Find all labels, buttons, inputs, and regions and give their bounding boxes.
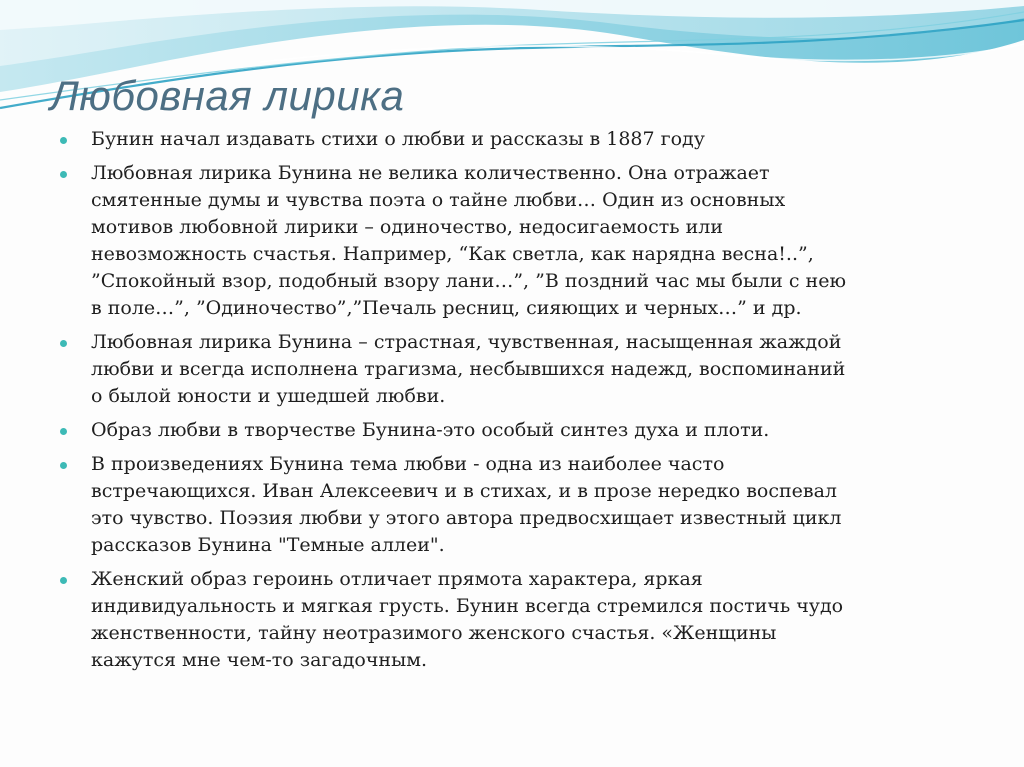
bullet-text: Женский образ героинь отличает прямота характера, яркая индивидуальность и мягкая грусть. Бунин всегда стремился постичь чудо женственности, тайну неотразимого женского счастья. «Женщины кажутся мне чем-то загадочным. xyxy=(91,568,844,671)
bullet-item xyxy=(60,329,860,410)
bullet-text: Бунин начал издавать стихи о любви и рассказы в 1887 году xyxy=(91,128,705,150)
bullet-dot-icon xyxy=(60,137,67,144)
bullet-dot-icon xyxy=(60,171,67,178)
bullet-item xyxy=(60,160,860,322)
bullet-text: Образ любви в творчестве Бунина-это особый синтез духа и плоти. xyxy=(91,419,770,441)
bullet-list xyxy=(60,126,860,681)
bullet-item xyxy=(60,566,860,674)
slide-title: Любовная лирика xyxy=(50,72,405,119)
bullet-dot-icon xyxy=(60,340,67,347)
bullet-item xyxy=(60,451,860,559)
bullet-text: Любовная лирика Бунина – страстная, чувственная, насыщенная жаждой любви и всегда исполнена трагизма, несбывшихся надежд, воспоминаний о былой юности и ушедшей любви. xyxy=(91,331,846,407)
bullet-text: Любовная лирика Бунина не велика количественно. Она отражает смятенные думы и чувства поэта о тайне любви… Один из основных мотивов любовной лирики – одиночество, недосигаемость или невозможность счастья. Например, “Как светла, как нарядна весна!..”, ”Спокойный взор, подобный взору лани…”, ”В поздний час мы были с нею в поле…”, ”Одиночество”,”Печаль ресниц, сияющих и черных…” и др. xyxy=(91,162,847,319)
bullet-dot-icon xyxy=(60,428,67,435)
bullet-dot-icon xyxy=(60,462,67,469)
bullet-dot-icon xyxy=(60,577,67,584)
bullet-text: В произведениях Бунина тема любви - одна из наиболее часто встречающихся. Иван Алексеевич и в стихах, и в прозе нередко воспевал это чувство. Поэзия любви у этого автора предвосхищает известный цикл рассказов Бунина "Темные аллеи". xyxy=(91,453,842,556)
bullet-item xyxy=(60,417,860,444)
bullet-item xyxy=(60,126,860,153)
